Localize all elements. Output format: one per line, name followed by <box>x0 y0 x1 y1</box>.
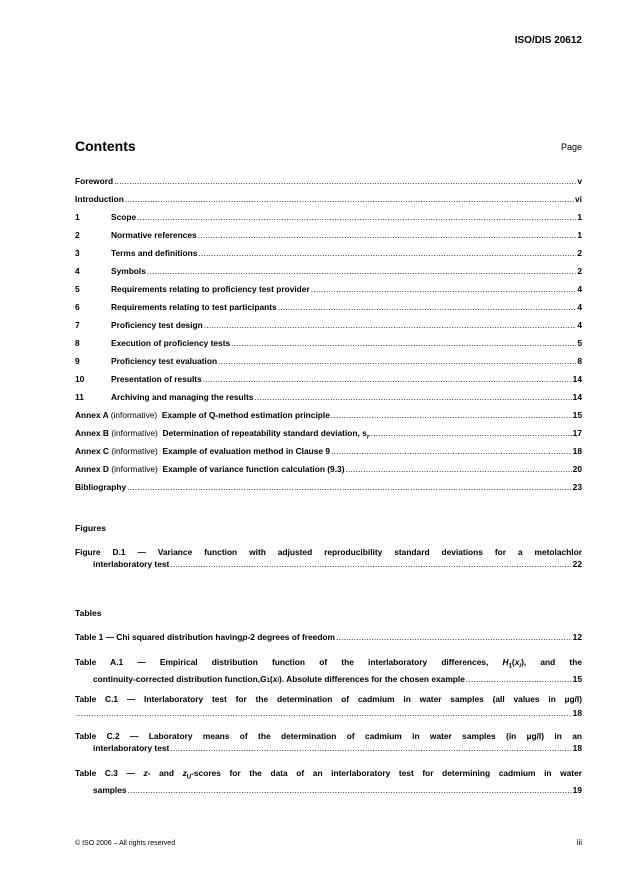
leader-dots <box>170 742 571 754</box>
leader-dots <box>198 230 577 240</box>
leader-dots <box>346 464 572 474</box>
annex-entry[interactable]: Annex C (informative) Example of evaluation method in Clause 9 ..... 18 <box>75 446 582 464</box>
toc-entry[interactable]: 2 Normative references ..... 1 <box>75 230 582 248</box>
table-entry[interactable]: Table A.1 — Empirical distribution function of the interlaboratory differences, $H_1(x_i)$, and the continuity-corrected distribution function, G $_1$ ( x $_i$ ). Absolute differences for the chosen example ..... 15 <box>75 656 582 687</box>
toc-entry[interactable]: Introduction ..... vi <box>75 194 582 212</box>
toc-entry[interactable]: Foreword ..... v <box>75 176 582 194</box>
table-entry[interactable]: Table C.1 — Interlaboratory test for the determination of cadmium in water samples (all values in µg/l) ..... 18 <box>75 693 582 719</box>
toc-entry[interactable]: 7 Proficiency test design ..... 4 <box>75 320 582 338</box>
toc-entry[interactable]: 5 Requirements relating to proficiency test provider ..... 4 <box>75 284 582 302</box>
page-number: iii <box>576 838 582 847</box>
toc-entry[interactable]: 10 Presentation of results ..... 14 <box>75 374 582 392</box>
leader-dots <box>231 338 576 348</box>
copyright-notice: © ISO 2006 – All rights reserved <box>75 840 176 847</box>
toc-entry[interactable]: 8 Execution of proficiency tests ..... 5 <box>75 338 582 356</box>
toc-entry[interactable]: 3 Terms and definitions ..... 2 <box>75 248 582 266</box>
toc-entry[interactable]: 4 Symbols ..... 2 <box>75 266 582 284</box>
figures-heading: Figures <box>75 523 107 533</box>
toc-entry[interactable]: 11 Archiving and managing the results ..... 14 <box>75 392 582 410</box>
leader-dots <box>76 707 572 719</box>
leader-dots <box>114 176 576 186</box>
toc-entry[interactable]: 6 Requirements relating to test participants ..... 4 <box>75 302 582 320</box>
leader-dots <box>203 374 572 384</box>
leader-dots <box>336 631 572 643</box>
page-column-label: Page <box>560 142 582 152</box>
leader-dots <box>311 284 577 294</box>
figure-entry[interactable]: Figure D.1 — Variance function with adjusted reproducibility standard deviations for a metolachlor interlaboratory test ..... 22 <box>75 546 582 570</box>
table-entry[interactable]: Table C.2 — Laboratory means of the determination of cadmium in water samples (in µg/l) in an interlaboratory test ..... 18 <box>75 730 582 754</box>
table-of-contents <box>75 176 582 500</box>
toc-entry[interactable]: 1 Scope ..... 1 <box>75 212 582 230</box>
leader-dots <box>198 248 576 258</box>
leader-dots <box>204 320 577 330</box>
toc-entry[interactable]: 9 Proficiency test evaluation ..... 8 <box>75 356 582 374</box>
leader-dots <box>218 356 576 366</box>
tables-heading: Tables <box>75 608 102 618</box>
bibliography-entry[interactable]: Bibliography ..... 23 <box>75 482 582 500</box>
document-id: ISO/DIS 20612 <box>514 35 582 46</box>
leader-dots <box>137 212 576 222</box>
annex-entry[interactable]: Annex A (informative) Example of Q-method estimation principle ..... 15 <box>75 410 582 428</box>
leader-dots <box>371 428 572 438</box>
leader-dots <box>127 482 571 492</box>
annex-entry[interactable]: Annex D (informative) Example of variance function calculation (9.3) ..... 20 <box>75 464 582 482</box>
leader-dots <box>331 446 572 456</box>
leader-dots <box>147 266 576 276</box>
leader-dots <box>331 410 572 420</box>
leader-dots <box>125 194 574 204</box>
table-entry[interactable]: Table 1 — Chi squared distribution having p -2 degrees of freedom ..... 12 <box>75 631 582 643</box>
table-entry[interactable]: Table C.3 — z- and $z_U$-scores for the data of an interlaboratory test for determining cadmium in water samples ..... 19 <box>75 767 582 796</box>
leader-dots <box>128 784 572 796</box>
contents-title: Contents <box>75 138 136 154</box>
leader-dots <box>466 673 572 685</box>
leader-dots <box>254 392 571 402</box>
leader-dots <box>170 558 571 570</box>
annex-entry[interactable]: Annex B (informative) Determination of repeatability standard deviation, $s_r$ ..... 17 <box>75 428 582 446</box>
leader-dots <box>278 302 577 312</box>
